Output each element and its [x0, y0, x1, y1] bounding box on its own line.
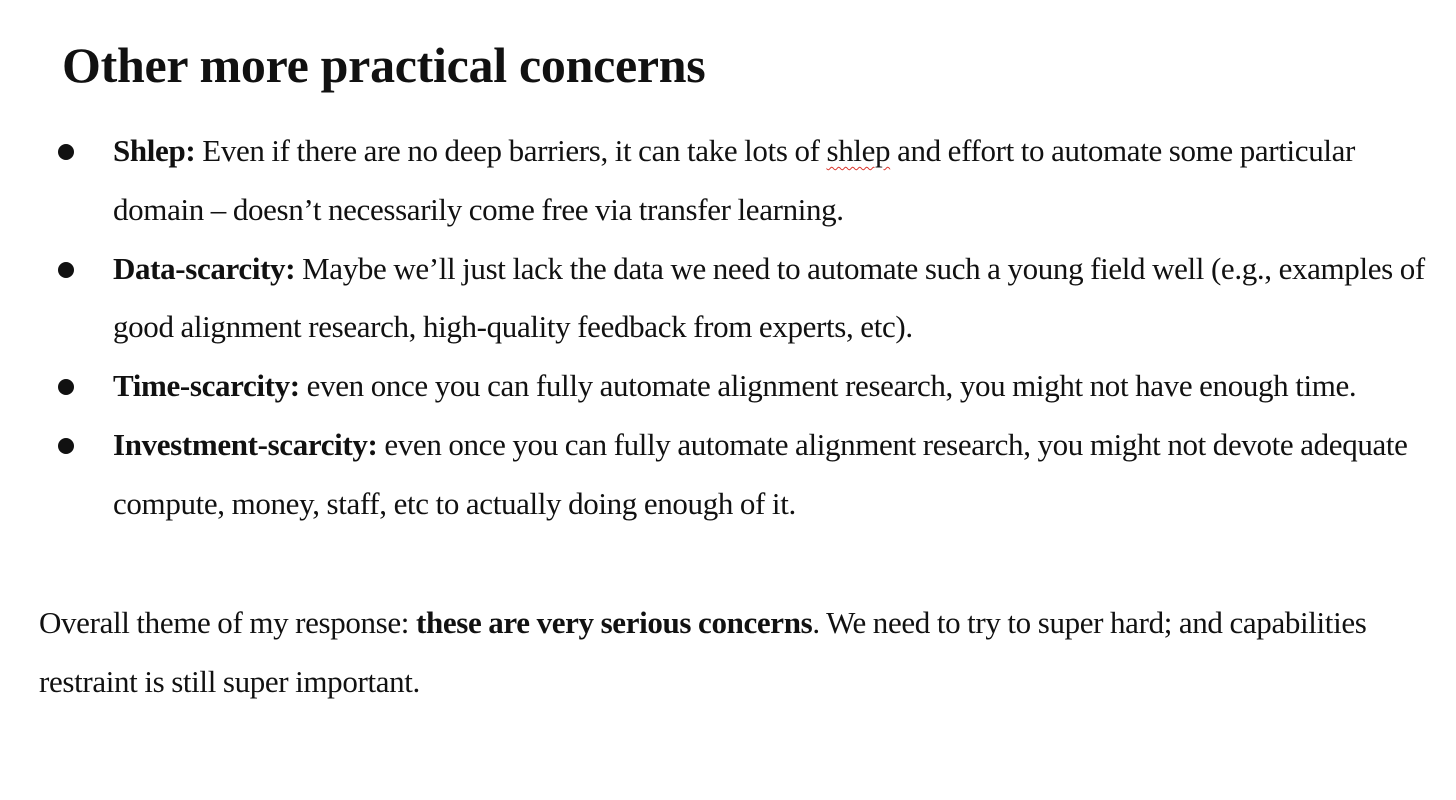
bullet-dot-icon [58, 379, 74, 395]
bullet-text: even once you can fully automate alignment research, you might not have enough time. [299, 368, 1357, 404]
list-item-time-scarcity [56, 357, 1436, 416]
bullet-text-continued: and effort to automate some particular domain – doesn’t necessarily come free via transfer learning. [113, 133, 1355, 227]
bullet-text: Maybe we’ll just lack the data we need to automate such a young field well (e.g., examples of good alignment research, high-quality feedback from experts, etc). [113, 250, 1425, 345]
bullet-text: Even if there are no deep barriers, it can take lots of [195, 133, 827, 168]
section-heading: Other more practical concerns [62, 37, 706, 93]
summary-intro: Overall theme of my response: [39, 605, 416, 640]
bullet-dot-icon [58, 262, 74, 278]
bullet-dot-icon [58, 438, 74, 454]
list-item-investment-scarcity [56, 416, 1436, 534]
bullet-dot-icon [58, 144, 74, 160]
bullet-term: Time-scarcity: [113, 368, 300, 404]
list-item-shlep [56, 122, 1436, 240]
summary-paragraph [39, 594, 1439, 712]
bullet-text: even once you can fully automate alignment research, you might not devote adequate compute, money, staff, etc to actually doing enough of it. [113, 426, 1408, 521]
bullet-term: Investment-scarcity: [113, 426, 378, 462]
list-item-data-scarcity [56, 240, 1436, 358]
concerns-list [56, 122, 1436, 534]
bullet-term: Shlep: [113, 133, 196, 168]
spellcheck-flagged-word[interactable]: shlep [826, 133, 891, 168]
summary-emphasis: these are very serious concerns [415, 605, 813, 640]
summary-rest: . We need to try to super hard; and capabilities restraint is still super important. [39, 605, 1367, 699]
bullet-term: Data-scarcity: [113, 250, 296, 286]
